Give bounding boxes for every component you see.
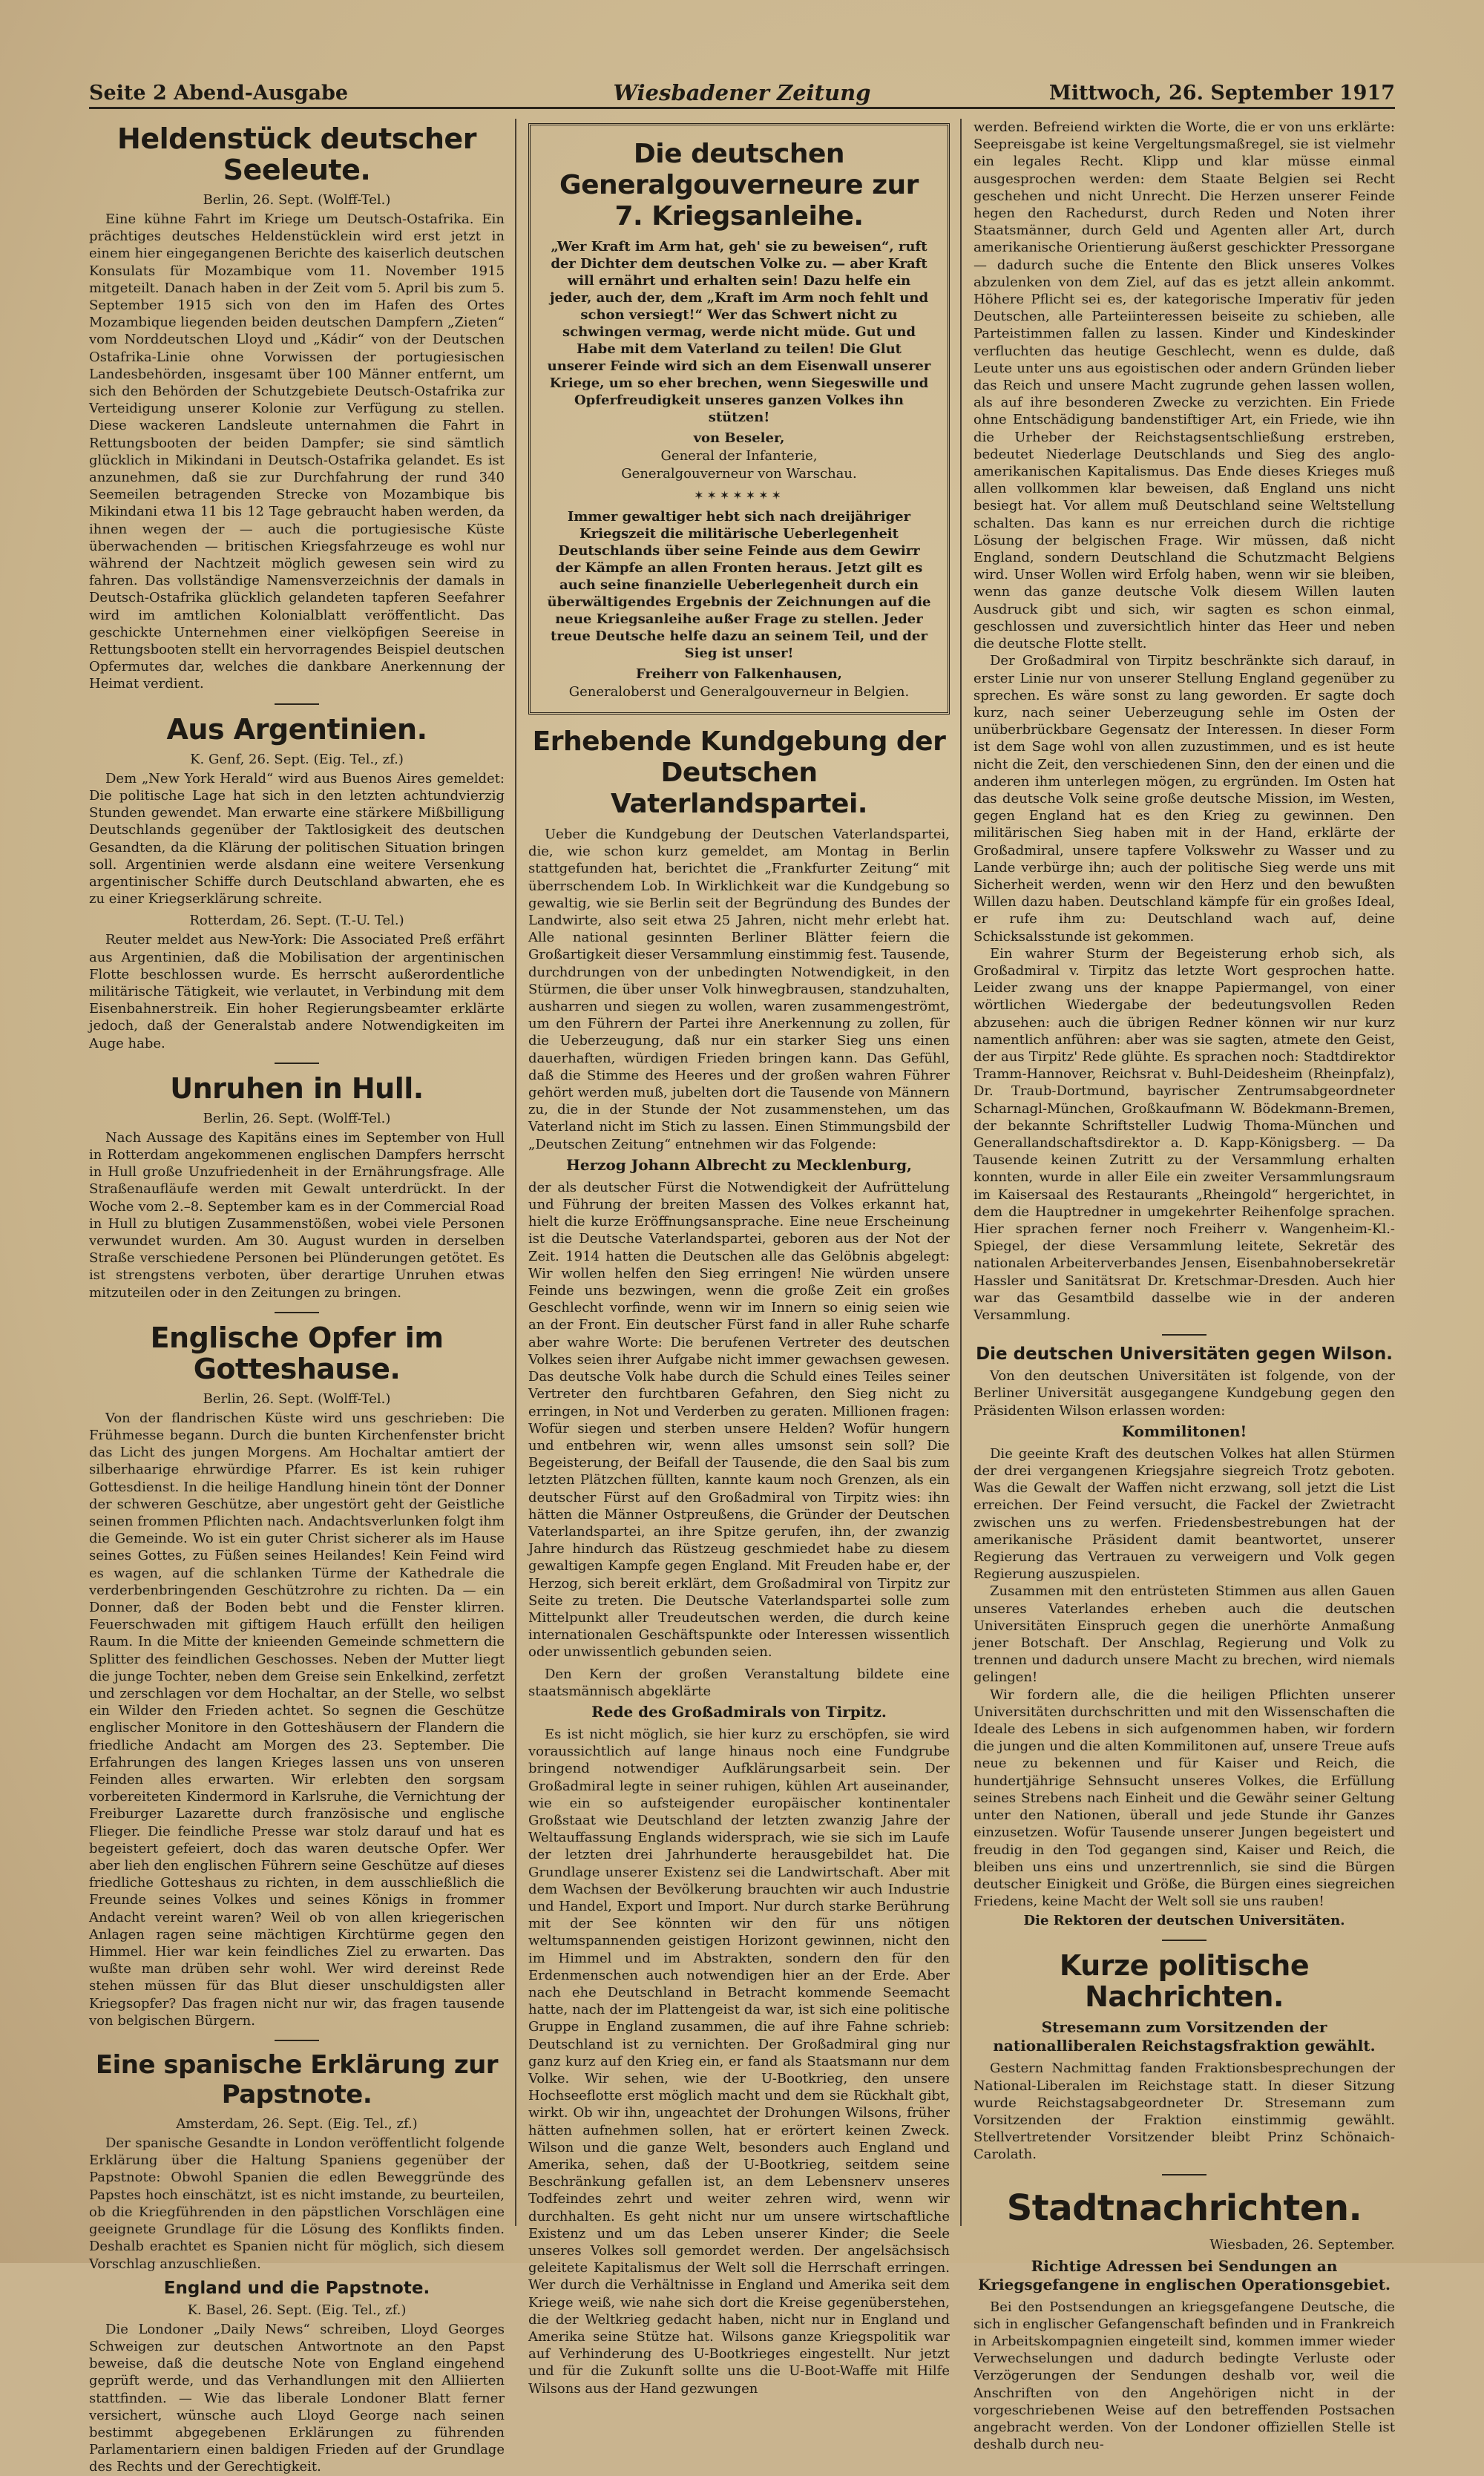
article-title: Heldenstück deutscher Seeleute. [117,122,476,186]
article-body: Den Kern der großen Veranstaltung bildete eine staatsmännisch abgeklärte [528,1666,950,1699]
article-title: Englische Opfer im Gotteshause. [150,1321,444,1385]
article-spanische-erklaerung [89,2050,505,2273]
separator [275,2040,319,2041]
article-body: Von der flandrischen Küste wird uns geschrieben: Die Frühmesse begann. Durch die bunten Kirchenfenster bricht das Licht des jungen Morgens. Am Hochaltar amtiert der silberhaarige ehrwürdige Pfarrer. Es ist kein ruhiger Gottesdienst. In die heilige Handlung hinein tönt der Donner der schweren Geschütze, aber ungestört geht der Geistliche seinen frommen Pflichten nach. Andachtsverlunken folgt ihm die Gemeinde. Wo ist ein guter Christ sicherer als im Hause seines Gottes, zu Füßen seines Heilandes! Kein Feind wird es wagen, auf die schlanken Türme der Kathedrale die verderbenbringenden Geschützrohre zu richten. Da — ein Donner, daß der Boden bebt und die Fenster klirren. Feuerschwaden mit giftigem Hauch erfüllt den heiligen Raum. In die Mitte der knieenden Gemeinde schmettern die Splitter des feindlichen Geschosses. Neben der Mutter liegt die junge Tochter, neben dem Greise sein Enkelkind, zerfetzt und zerschlagen vor dem Hochaltar, an der Stelle, wo selbst ein Wilder den Frieden achtet. So segnen die Geschütze englischer Monitore in den Gotteshäusern der Flandern die friedliche Andacht am Morgen des 23. September. Die Erfahrungen des langen Krieges lassen uns von unseren Feinden alles erwarten. Wir erlebten den sorgsam vorbereiteten Kindermord in Karlsruhe, die Vernichtung der Freiburger Lazarette durch französische und englische Flieger. Die feindliche Presse war stolz darauf und hat es begeistert gefeiert, doch das waren deutsche Opfer. Wer aber lieh den englischen Führern seine Geschütze auf dieses friedliche Gotteshaus zu richten, in dem ausschließlich die Freunde seines Volkes und seines Königs in frommer Andacht vereint waren? Weil ob von allen kriegerischen Anlagen ragen seine mächtigen Kirchtürme gegen den Himmel. Hier war kein feindliches Ziel zu erwarten. Das wußte man drüben sehr wohl. Wer wird dereinst Rede stehen müssen für das Blut dieser unschuldigsten aller Kriegsopfer? Das fragen nicht nur wir, das fragen tausende von belgischen Bürgern. [89,1410,505,2029]
article-body: Es ist nicht möglich, sie hier kurz zu erschöpfen, sie wird voraussichtlich auf lange hinaus noch eine Fundgrube bringend notwendiger Aufklärungsarbeit sein. Der Großadmiral legte in seiner ruhigen, kühlen Art auseinander, wie ein so aufsteigender europäischer kontinentaler Großstaat wie Deutschland der letzten zwanzig Jahre der Weltauffassung Englands widersprach, wie sie sich im Laufe der letzten drei Jahrhunderte herausgebildet hat. Die Grundlage unserer Existenz sei die Landwirtschaft. Aber mit dem Wachsen der Bevölkerung brauchten wir auch Industrie und Handel, Export und Import. Nur durch starke Berührung mit der See könnten wir den für uns nötigen weltumspannenden geistigen Horizont gewinnen, nicht den im Himmel und im Abstrakten, sondern den für den Erdenmenschen auch notwendigen hier an der Erde. Aber nach ehe Deutschland in Betracht kommende Seemacht hatte, nach der im Plattengeist da war, ist sich eine politische Gruppe in England zusammen, die auf ihre Fahne schrieb: Deutschland ist zu vernichten. Der Großadmiral ging nur ganz kurz auf den Krieg ein, er fand als Staatsmann nur dem Volke. Wir sehen, wie der U-Bootkrieg, den unsere Hochseeflotte erst möglich macht und dem sie Rückhalt gibt, wirkt. Ob wir ihn, ungeachtet der Drohungen Wilsons, früher hätten aufnehmen sollen, hat er erörtert keinen Zweck. Wilson und die ganze Welt, besonders auch England und Amerika, sehen, daß der U-Bootkrieg, seitdem seine Beschränkung gefallen ist, an dem Lebensnerv unseres Todfeindes zehrt und weiter zehren wird, wenn wir durchhalten. Es geht nicht nur um unsere wirtschaftliche Existenz und um das Leben unserer Kinder; die Seele unseres Volkes soll gemordet werden. Der angelsächsisch geleitete Kapitalismus der Welt soll die Herrschaft erringen. Wer durch die Verhältnisse in England und Amerika seit dem Kriege weiß, wie nahe sich dort die Kreise gegenüberstehen, die der Weltkrieg gedacht haben, nicht nur in England und Amerika seine Stütze hat. Wilsons ganze Kriegspolitik war auf Verhinderung des U-Bootkrieges eingestellt. Nur jetzt und für die Zukunft sollte uns die U-Boot-Waffe mit Hilfe Wilsons aus der Hand gezwungen [528,1726,950,2397]
article-subheading: Kommilitonen! [1121,1422,1247,1440]
article-dateline: Rotterdam, 26. Sept. (T.-U. Tel.) [189,913,404,929]
article-body: Die geeinte Kraft des deutschen Volkes hat allen Stürmen der drei vergangenen Kriegsjahre siegreich Trotz geboten. Was die Gewalt der Waffen nicht erzwang, soll jetzt die List erreichen. Der Feind versucht, die Fackel der Zwietracht zwischen uns zu werfen. Friedensbestrebungen hat der amerikanische Präsident damit beantwortet, unserer Regierung das Vertrauen zu verweigern und Volk gegen Regierung auszuspielen. [974,1445,1395,1583]
issue-date: Mittwoch, 26. September 1917 [1048,82,1395,105]
article-body: Ein wahrer Sturm der Begeisterung erhob sich, als Großadmiral v. Tirpitz das letzte Wort gesprochen hatte. Leider zwang uns der knappe Papiermangel, von einer wörtlichen Wiedergabe der bedeutungsvollen Reden abzusehen: auch die übrigen Redner können wir nur kurz namentlich anführen: aber was sie sagten, atmete den Geist, der aus Tirpitz' Rede glühte. Es sprachen noch: Stadtdirektor Tramm-Hannover, Reichsrat v. Buhl-Deidesheim (Rheinpfalz), Dr. Traub-Dortmund, bayrischer Zentrumsabgeordneter Scharnagl-München, Großkaufmann W. Bödekmann-Bremen, der bekannte Schriftsteller Ludwig Thoma-München und Generallandschaftsdirektor a. D. Kapp-Königsberg. — Da Tausende keinen Zutritt zu der Versammlung erhalten konnten, wurde in aller Eile ein zweiter Versammlungsraum im Kaisersaal des Restaurants „Rheingold“ hergerichtet, in dem die Hauptredner in umgekehrter Reihenfolge sprachen. Hier sprachen ferner noch Freiherr v. Wangenheim-Kl.-Spiegel, der diese Versammlung leitete, Sekretär des nationalen Arbeiterverbandes Jensen, Eisenbahnobersekretär Hassler und Sanitätsrat Dr. Kretschmar-Dresden. Auch hier war das Gesamtbild dasselbe wie in der anderen Versammlung. [974,945,1395,1324]
article-subheading: Herzog Johann Albrecht zu Mecklenburg, [565,1155,913,1174]
article-body: Wir fordern alle, die die heiligen Pflichten unserer Universitäten durchschritten und mit den Wissenschaften die Ideale des Lebens in sich aufgenommen haben, wir fordern die jungen und die alten Kommilitonen auf, unsere Treue aufs neue zu bekennen und für Kaiser und Reich, die hundertjährige Sehnsucht unseres Volkes, die Erfüllung seines Strebens nach Einheit und die Gewähr seiner Geltung unter den Nationen, überall und jede Stunde ihr Ganzes einzusetzen. Wofür Tausende unserer Jungen begeistert und freudig in den Tod gegangen sind, Kaiser und Reich, die bleiben uns eins und unzertrennlich, sie sind die Bürgen deutscher Einigkeit und Größe, die Bürgen eines siegreichen Friedens, keine Macht der Welt soll sie uns rauben! [974,1687,1395,1910]
box-appeal-1: „Wer Kraft im Arm hat, geh' sie zu beweisen“, ruft der Dichter dem deutschen Volke zu. — aber Kraft will ernährt und erhalten sein! Dazu helfe ein jeder, auch der, dem „Kraft im Arm noch fehlt und schon versiegt!“ Wer das Schwert nicht zu schwingen vermag, werde nicht müde. Gut und Habe mit dem Vaterland zu teilen! Die Glut unserer Feinde wird sich an dem Eisenwall unserer Kriege, um so eher brechen, wenn Siegeswille und Opferfreudigkeit unseres ganzen Volkes ihn stützen! [547,239,931,425]
article-title: Die deutschen Universitäten gegen Wilson. [976,1344,1393,1365]
article-dateline: K. Genf, 26. Sept. (Eig. Tel., zf.) [190,751,404,767]
article-england-papstnote [89,2279,505,2476]
article-body: Ueber die Kundgebung der Deutschen Vaterlandspartei, die, wie schon kurz gemeldet, am Montag in Berlin stattgefunden hat, berichtet die „Frankfurter Zeitung“ mit überrschendem Lob. In Wirklichkeit war die Kundgebung so gewaltig, wie sie Berlin seit der Begründung des Bundes der Landwirte, also seit etwa 25 Jahren, nicht mehr erlebt hat. Alle national gesinnten Berliner Blätter feiern die Großartigkeit dieser Versammlung einstimmig fest. Tausende, durchdrungen von der unbedingten Notwendigkeit, in den Stürmen, die über unser Volk hinwegbrausen, standzuhalten, ausharren und siegen zu wollen, waren zusammengeströmt, um den Führern der Partei ihre Anerkennung zu zollen, für die Ueberzeugung, daß nur ein starker Sieg uns einen dauerhaften, würdigen Frieden bringen kann. Das Gefühl, daß die Stimme des Heeres und der großen wahren Führer gehört werden muß, jubelten dort die Tausende von Männern zu, die in der Stunde der Not zusammenstehen, um das Vaterland nicht im Stich zu lassen. Einen Stimmungsbild der „Deutschen Zeitung“ entnehmen wir das Folgende: [528,827,950,1152]
article-stadtnachrichten [974,2187,1395,2454]
article-body: Nach Aussage des Kapitäns eines im September von Hull in Rotterdam angekommenen englischen Dampfers herrscht in Hull große Unzufriedenheit in der Ernährungsfrage. Alle Straßenaufläufe werden mit Gewalt unterdrückt. In der Woche vom 2.–8. September kam es in der Commercial Road in Hull zu blutigen Zusammenstößen, wobei viele Personen verwundet wurden. Am 30. August wurden in derselben Straße verschiedene Personen bei Plünderungen getötet. Es ist strengstens verboten, über derartige Unruhen etwas mitzuteilen oder in den Zeitungen zu bringen. [89,1129,505,1301]
box-title: Die deutschen Generalgouverneure zur 7. Kriegsanleihe. [559,139,919,231]
separator [275,703,319,705]
article-vaterlandspartei [528,726,950,2397]
article-dateline: Wiesbaden, 26. September. [1209,2236,1395,2253]
article-body: Gestern Nachmittag fanden Fraktionsbesprechungen der National-Liberalen im Reichstage statt. In dieser Sitzung wurde Reichstagsabgeordneter Dr. Stresemann zum Vorsitzenden der Fraktion einstimmig gewählt. Stellvertretender Vorsitzender bleibt Prinz Schönaich-Carolath. [974,2060,1395,2163]
article-body: Die Londoner „Daily News“ schreiben, Lloyd Georges Schweigen zur deutschen Antwortnote an den Papst beweise, daß die deutsche Note von England eingehend geprüft werde, und das Verhandlungen mit den Alliierten stattfinden. — Wie das liberale Londoner Blatt ferner versichert, wünsche auch Lloyd George nach seinen bestimmt abgegebenen Erklärungen zu führenden Parlamentariern einen baldigen Frieden auf der Grundlage des Rechts und der Gerechtigkeit. [89,2321,505,2475]
article-vaterlandspartei-continued [974,119,1395,1324]
box-divider: ✶✶✶✶✶✶✶ [694,488,784,502]
article-heldenstueck [89,123,505,693]
masthead [89,82,1395,109]
article-dateline: Berlin, 26. Sept. (Wolff-Tel.) [203,1110,391,1126]
article-body: Bei den Postsendungen an kriegsgefangene Deutsche, die sich in englischer Gefangenschaft befinden und in Frankreich in Arbeitskompagnien eingeteilt sind, kommen immer wieder Verwechselungen und dadurch bedingte Verluste oder Verzögerungen der Sendungen deshalb vor, weil die Anschriften von den Angehörigen nicht in der vorgeschriebenen Weise auf den betreffenden Postsachen angebracht werden. Von der Londoner offiziellen Stelle ist deshalb durch neu- [974,2299,1395,2453]
article-subheading: Rede des Großadmirals von Tirpitz. [591,1702,887,1721]
kriegsanleihe-box [528,123,950,715]
box-signature-name: Freiherr von Falkenhausen, [636,666,842,682]
article-dateline: K. Basel, 26. Sept. (Eig. Tel., zf.) [187,2302,407,2318]
article-universitaeten [974,1344,1395,1929]
article-dateline: Berlin, 26. Sept. (Wolff-Tel.) [203,1390,391,1407]
separator [275,1063,319,1064]
separator [275,1312,319,1313]
article-title: Eine spanische Erklärung zur Papstnote. [95,2050,499,2110]
column-3 [974,119,1395,2453]
article-dateline: Berlin, 26. Sept. (Wolff-Tel.) [203,192,391,208]
article-body: Reuter meldet aus New-York: Die Associated Preß erfährt aus Argentinien, daß die Mobilisation der argentinischen Flotte beschlossen wurde. Es herrscht außerordentliche militärische Tätigkeit, wie verlautet, in Verbindung mit dem Eisenbahnerstreik. Ein hoher Regierungsbeamter erklärte jedoch, daß der Generalstab andere Notwendigkeiten im Auge habe. [89,932,505,1051]
column-rule-1 [515,119,516,2226]
article-title: Kurze politische Nachrichten. [1059,1949,1310,2014]
column-rule-2 [960,119,962,2226]
box-signature-office: Generalgouverneur von Warschau. [621,466,857,482]
separator [1162,1334,1206,1336]
separator [1162,2174,1206,2175]
article-hull [89,1073,505,1301]
article-title: England und die Papstnote. [163,2278,430,2298]
separator [1162,1940,1206,1941]
column-1 [89,119,505,2475]
article-body: Dem „New York Herald“ wird aus Buenos Aires gemeldet: Die politische Lage hat sich in den letzten achtundvierzig Stunden gewendet. Man erwarte eine stärkere Mißbilligung Deutschlands gegenüber der Taktlosigkeit des deutschen Gesandten, da die Klärung der politischen Situation bringen soll. Argentinien werde alsdann eine weitere Versenkung argentinischer Schiffe durch Deutschland abwarten, ehe es zu einer Kriegserklärung schreite. [89,770,505,907]
article-subheading: Richtige Adressen bei Sendungen an Kriegsgefangene in englischen Operationsgebiet. [978,2256,1391,2293]
article-body: Von den deutschen Universitäten ist folgende, von der Berliner Universität ausgegangene Kundgebung gegen den Präsidenten Wilson erlassen worden: [974,1368,1395,1419]
article-signature: Die Rektoren der deutschen Universitäten. [1023,1913,1345,1929]
article-argentinien [89,714,505,1052]
column-2 [528,119,950,2397]
article-subheading: Stresemann zum Vorsitzenden der nationalliberalen Reichstagsfraktion gewählt. [993,2018,1376,2055]
article-body: der als deutscher Fürst die Notwendigkeit der Aufrüttelung und Führung der breiten Massen des Volkes erkannt hat, hielt die kurze Eröffnungsansprache. Eine neue Erscheinung ist die Deutsche Vaterlandspartei, geboren aus der Not der Zeit. 1914 hatten die Deutschen alle das Gelöbnis abgelegt: Wir wollen helfen den Sieg erringen! Nie würden unsere Feinde uns bezwingen, wenn die große Zeit ein großes Geschlecht vorfinde, wenn wir im Innern so einig seien wie an der Front. Ein deutscher Fürst fand in aller Ruhe scharfe aber wahre Worte: Die berufenen Vertreter des deutschen Volkes seien ihrer Aufgabe nicht immer gewachsen gewesen. Das deutsche Volk habe durch die Schuld eines Teiles seiner Vertreter den furchtbaren Gefahren, den Sieg nicht zu erringen, in Not und Verderben zu geraten. Millionen fragen: Wofür siegen und sterben unsere Helden? Wofür hungern und entbehren wir, wenn alles umsonst sein soll? Die Begeisterung, der Beifall der Tausende, die den Saal bis zum letzten Plätzchen füllten, kannte kaum noch Grenzen, als ein deutscher Fürst auf den Großadmiral von Tirpitz wies: ihn hätten die Männer Ostpreußens, die Gründer der Deutschen Vaterlandspartei, an ihre Spitze gerufen, ihn, der zwanzig Jahre hindurch das Rüstzeug geschmiedet habe zu diesem gewaltigen Kampfe gegen England. Mit Freuden habe er, der Herzog, sich bereit erklärt, dem Großadmiral von Tirpitz zur Seite zu treten. Die Deutsche Vaterlandspartei solle zum Mittelpunkt aller Treudeutschen werden, die durch keine internationalen Geschäftspunkte oder Interessen wissentlich oder unwissentlich gebunden seien. [528,1179,950,1661]
article-body: Der Großadmiral von Tirpitz beschränkte sich darauf, in erster Linie nur von unserer Stellung England gegenüber zu sprechen. Es wäre sonst zu lang geworden. Er sagte doch kurz, nach seiner Ueberzeugung sehle im Osten der unüberbrückbare Gegensatz der Interessen. In dieser Form ist dem Sage wohl von allen zuzustimmen, und es ist heute nicht die Zeit, den verschiedenen Sinn, den der einen und die anderen ihm unterlegen mögen, zu ergründen. Im Osten hat das deutsche Volk seine große deutsche Mission, im Westen, gegen England hat es den Krieg zu gewinnen. Den militärischen Sieg haben mit in der Hand, erklärte der Großadmiral, unsere tapfere Volkswehr zu Wasser und zu Lande verbürge ihn; auch der politische Sieg werde uns mit Sicherheit werden, wenn wir den Herz und den bewußten Willen dazu haben. Deutschland kämpfe für ein großes Ideal, er rufe ihm zu: Deutschland wach auf, deine Schicksalsstunde ist gekommen. [974,653,1395,945]
article-kurze-nachrichten [974,1950,1395,2163]
article-body: Zusammen mit den entrüsteten Stimmen aus allen Gauen unseres Vaterlandes erheben auch die deutschen Universitäten Einspruch gegen die unerhörte Anmaßung jener Botschaft. Der Anschlag, Regierung und Volk zu trennen und dadurch unsere Macht zu brechen, wird niemals gelingen! [974,1583,1395,1686]
article-gotteshaus [89,1322,505,2029]
box-signature-name: von Beseler, [693,430,785,446]
box-appeal-2: Immer gewaltiger hebt sich nach dreijähriger Kriegszeit die militärische Ueberlegenheit Deutschlands über seine Feinde aus dem Gewirr der Kämpfe an allen Fronten heraus. Jetzt gilt es auch seine finanzielle Ueberlegenheit durch ein überwältigendes Ergebnis der Zeichnungen auf die neue Kriegsanleihe außer Frage zu stellen. Jeder treue Deutsche helfe dazu an seinem Teil, und der Sieg ist unser! [547,509,931,661]
section-title: Stadtnachrichten. [1006,2187,1362,2229]
article-dateline: Amsterdam, 26. Sept. (Eig. Tel., zf.) [176,2116,418,2132]
box-signature-office: Generaloberst und Generalgouverneur in Belgien. [568,684,910,700]
article-title: Unruhen in Hull. [170,1071,424,1105]
box-signature-rank: General der Infanterie, [660,448,818,464]
article-body: Eine kühne Fahrt im Kriege um Deutsch-Ostafrika. Ein prächtiges deutsches Heldenstücklein wird erst jetzt in einem hier eingegangenen Berichte des kaiserlich deutschen Konsulats für Mozambique vom 11. November 1915 mitgeteilt. Danach haben in der Zeit vom 5. April bis zum 5. September 1915 sich von den im Hafen des Ortes Mozambique liegenden beiden deutschen Dampfern „Zieten“ vom Norddeutschen Lloyd und „Kádir“ von der Deutschen Ostafrika-Linie ohne Vorwissen der portugiesischen Landesbehörden, insgesamt über 100 Männer entfernt, um sich den Behörden der Schutzgebiete Deutsch-Ostafrika zur Verteidigung unserer Kolonie zur Verfügung zu stellen. Diese wackeren Landsleute unternahmen die Fahrt in Rettungsbooten der beiden Dampfer; sie sind sämtlich glücklich in Mikindani in Deutsch-Ostafrika gelandet. Es ist anzunehmen, daß sie zur Durchfahrung der rund 340 Seemeilen betragenden Strecke von Mozambique bis Mikindani etwa 11 bis 12 Tage gebraucht haben werden, da ihnen wegen der — auch die portugiesische Küste überwachenden — britischen Kriegsfahrzeuge es wohl nur während der Nachtzeit möglich gewesen sein wird zu fahren. Das vollständige Namensverzeichnis der damals in Deutsch-Ostafrika glücklich gelandeten tapferen Seefahrer wird im amtlichen Kolonialblatt veröffentlicht. Das geschickte Unternehmen einer vielköpfigen Seereise in Rettungsbooten stellt ein hervorragendes Beispiel deutschen Opfermutes dar, welches die dankbare Anerkennung der Heimat verdient. [89,211,505,692]
article-body: Der spanische Gesandte in London veröffentlicht folgende Erklärung über die Haltung Spaniens gegenüber der Papstnote: Obwohl Spanien die edlen Beweggründe des Papstes hoch einschätzt, ist es nicht imstande, zu beurteilen, ob die Kriegführenden in den päpstlichen Vorschlägen eine geeignete Grundlage für die Lösung des Konflikts finden. Deshalb erachtet es Spanien nicht für möglich, sich diesem Vorschlag anzuschließen. [89,2135,505,2272]
article-title: Erhebende Kundgebung der Deutschen Vaterlandspartei. [532,726,946,819]
article-title: Aus Argentinien. [166,712,427,746]
newspaper-name: Wiesbadener Zeitung [613,80,871,105]
page-number-edition: Seite 2 Abend-Ausgabe [89,82,349,105]
article-body: werden. Befreiend wirkten die Worte, die er von uns erklärte: Seepreisgabe ist keine Vergeltungsmaßregel, sie ist vielmehr ein legales Recht. Klipp und klar müsse einmal ausgesprochen werden: dem Staate Belgien sei Recht geschehen und nicht Unrecht. Die Herzen unserer Feinde hegen den Rachedurst, durch Reden und Noten ihrer Staatsmänner, durch Geld und Agenten aller Art, durch amerikanische Orientierung äußerst geschickter Pressorgane — dadurch suche die Entente den Blick unseres Volkes abzulenken von dem Ziel, auf das es jetzt allein ankommt. Höhere Pflicht sei es, der kategorische Imperativ für jeden Deutschen, alle Parteiinteressen beiseite zu schieben, alle Parteistimmen fallen zu lassen. Kinder und Kindeskinder verfluchten das heutige Geschlecht, wenn es dulde, daß Leute unter uns aus egoistischen oder andern Gründen lieber das Reich und unsere Macht zugrunde gehen lassen wollen, als auf ihre besonderen Zwecke zu verzichten. Ein Friede ohne Entschädigung bandenstiftiger Art, ein Friede, wie ihn die Urheber der Reichstagsentschließung erstreben, bedeutet Niederlage Deutschlands und Sieg des anglo-amerikanischen Kapitalismus. Das Ende dieses Krieges muß allen vollkommen klar beweisen, daß England uns nicht besiegt hat. Vor allem muß Deutschland seine Weltstellung schalten. Das kann es nur erreichen durch die richtige Lösung der belgischen Frage. Wir müssen, daß nicht England, sondern Deutschland die Schutzmacht Belgiens wird. Unser Wollen wird Erfolg haben, wenn wir sie bleiben, wenn das ganze deutsche Volk diesem Willen lauten Ausdruck gibt und sich, wir sagten es schon einmal, geschlossen und zuversichtlich hinter das Heer und neben die deutsche Flotte stellt. [974,119,1395,652]
